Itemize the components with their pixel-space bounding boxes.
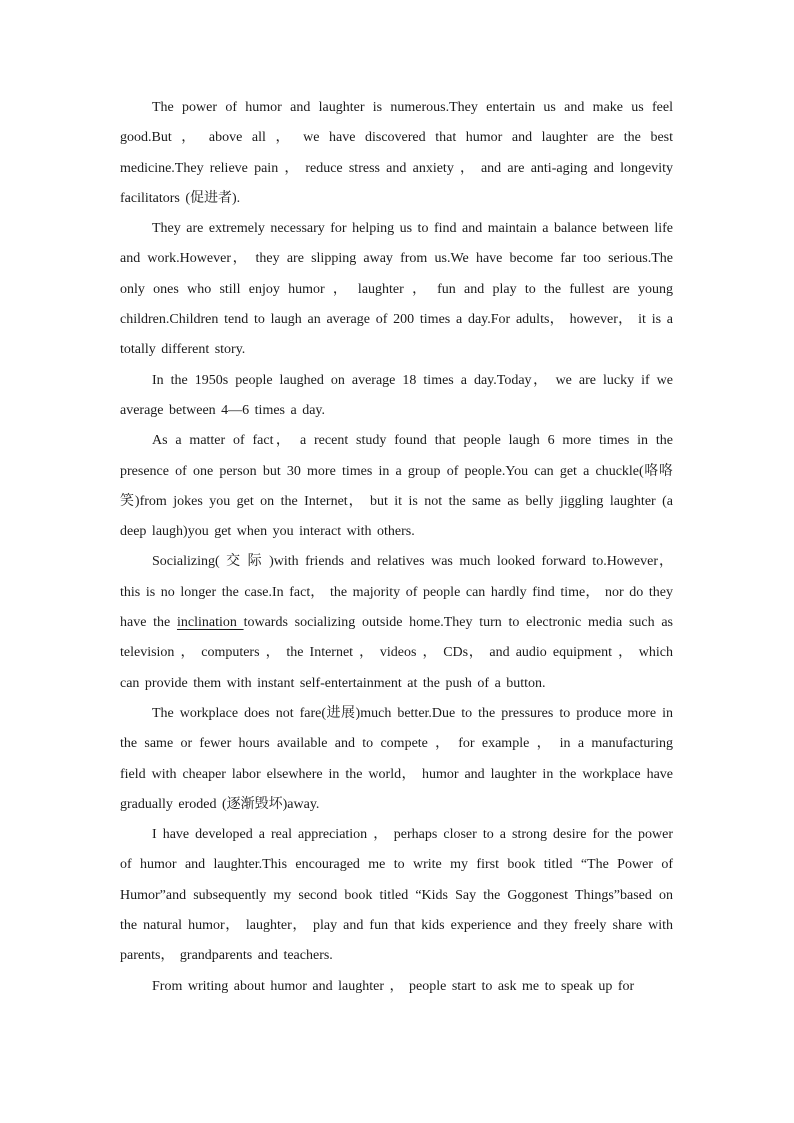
paragraph-2: They are extremely necessary for helping us to find and maintain a balance between life and work.However， they are slipping away from us.We have become far too serious.The only ones who still enjoy humor ， laughter ， fun and play to the fullest are young children.Children tend to laugh an average of 200 times a day.For adults， however， it is a totally different story. [120,221,673,358]
paragraph-8: From writing about humor and laughter ， people start to ask me to speak up for [152,978,635,994]
underlined-word: inclination [176,615,244,631]
paragraph-7: I have developed a real appreciation ， perhaps closer to a strong desire for the power of humor and laughter.This encouraged me to write my first book titled “The Power of Humor”and subsequently my second book titled “Kids Say the Goggonest Things”based on the natural humor， laughter， play and fun that kids experience and they freely share with parents， grandparents and teachers. [120,827,673,964]
paragraph-4: As a matter of fact， a recent study found that people laugh 6 more times in the presence of one person but 30 more times in a group of people.You can get a chuckle(咯咯笑)from jokes you get on the Internet， but it is not the same as belly jiggling laughter (a deep laugh)you get when you interact with others. [120,433,673,540]
paragraph-5 [120,547,673,698]
paragraph-3: In the 1950s people laughed on average 18 times a day.Today， we are lucky if we average between 4—6 times a day. [120,372,673,418]
paragraph-6: The workplace does not fare(进展)much better.Due to the pressures to produce more in the same or fewer hours available and to compete ， for example ， in a manufacturing field with cheaper labor elsewhere in the world， humor and laughter in the workplace have gradually eroded (逐渐毁坏)away. [120,705,673,812]
paragraph-5-part-1: Socializing( 交 际 )with friends and relatives was much looked forward to.However， this is no longer the case.In fact， the majority of people can hardly find time， nor do they have the [120,554,673,631]
paragraph-1: The power of humor and laughter is numerous.They entertain us and make us feel good.But ， above all ， we have discovered that humor and laughter are the best medicine.They relieve pain ， reduce stress and anxiety ， and are anti-aging and longevity facilitators (促进者). [120,100,673,206]
paragraph-5-part-2: towards socializing outside home.They turn to electronic media such as television ， computers ， the Internet ， videos ， CDs， and audio equipment ， which can provide them with instant self-entertainment at the push of a button. [120,615,673,691]
document-body [120,93,673,1002]
